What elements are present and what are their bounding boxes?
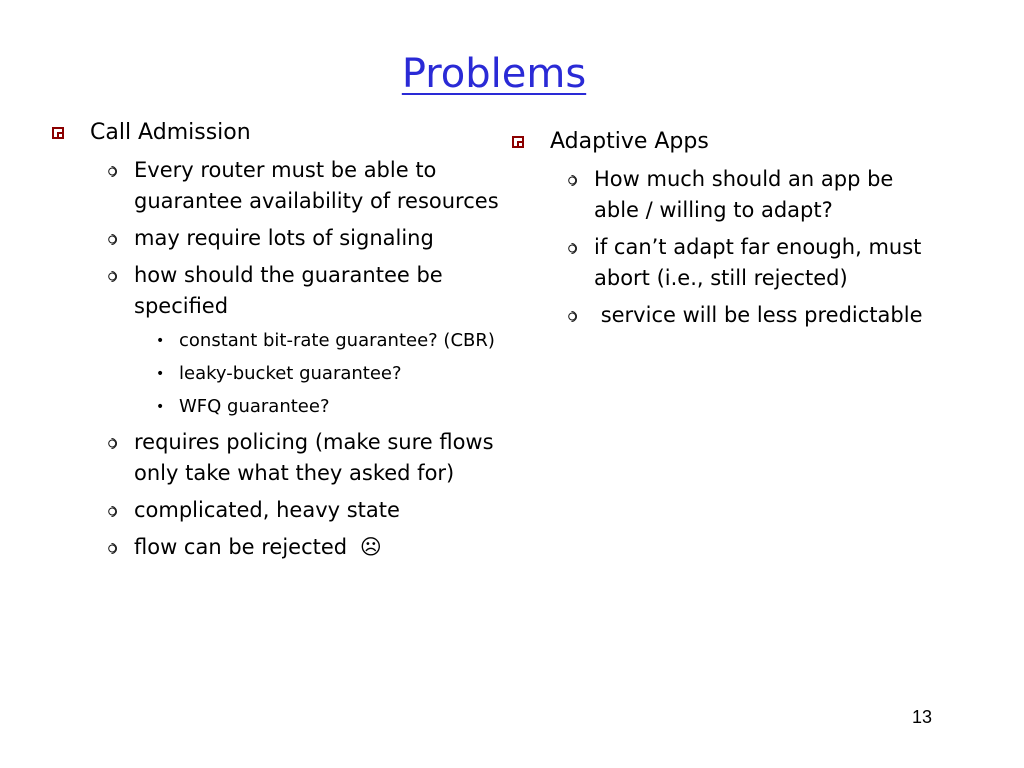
bullet-text: Every router must be able to guarantee availability of resources <box>134 158 499 213</box>
list-item <box>50 532 500 563</box>
sub-list-item <box>50 361 500 387</box>
list-item <box>50 223 500 254</box>
list-item <box>510 164 940 226</box>
circle-bullet-icon <box>564 241 580 257</box>
circle-bullet-icon <box>104 436 120 452</box>
list-item <box>510 232 940 294</box>
bullet-text: complicated, heavy state <box>134 498 400 522</box>
bullet-text: requires policing (make sure flows only take what they asked for) <box>134 430 494 485</box>
list-item <box>510 300 940 331</box>
circle-bullet-icon <box>104 232 120 248</box>
frown-icon: ☹ <box>359 535 382 559</box>
bullet-text: how should the guarantee be specified <box>134 263 443 318</box>
dot-bullet-icon: • <box>156 366 165 382</box>
circle-bullet-icon <box>564 309 580 325</box>
bullet-text: flow can be rejected <box>134 535 348 559</box>
dot-bullet-icon: • <box>156 399 165 415</box>
right-column <box>510 126 940 337</box>
left-column <box>50 117 500 569</box>
box-bullet-icon <box>52 127 64 139</box>
bullet-text: may require lots of signaling <box>134 226 434 250</box>
bullet-text: service will be less predictable <box>594 303 923 327</box>
bullet-text: constant bit-rate guarantee? (CBR) <box>179 330 495 351</box>
bullet-text: WFQ guarantee? <box>179 396 330 417</box>
slide-title: Problems <box>401 51 587 97</box>
list-item <box>50 427 500 489</box>
circle-bullet-icon <box>104 504 120 520</box>
bullet-text: How much should an app be able / willing to adapt? <box>594 167 894 222</box>
list-item <box>50 260 500 322</box>
circle-bullet-icon <box>564 173 580 189</box>
bullet-adaptive-apps <box>510 126 940 157</box>
bullet-text: if can’t adapt far enough, must abort (i.e., still rejected) <box>594 235 922 290</box>
bullet-text: Adaptive Apps <box>550 129 709 154</box>
bullet-text: leaky-bucket guarantee? <box>179 363 402 384</box>
bullet-call-admission <box>50 117 500 148</box>
sub-list-item <box>50 394 500 420</box>
page-number: 13 <box>912 707 933 727</box>
circle-bullet-icon <box>104 164 120 180</box>
sub-list-item <box>50 328 500 354</box>
dot-bullet-icon: • <box>156 333 165 349</box>
box-bullet-icon <box>512 136 524 148</box>
bullet-text: Call Admission <box>90 120 251 145</box>
circle-bullet-icon <box>104 269 120 285</box>
list-item <box>50 495 500 526</box>
list-item <box>50 155 500 217</box>
circle-bullet-icon <box>104 541 120 557</box>
